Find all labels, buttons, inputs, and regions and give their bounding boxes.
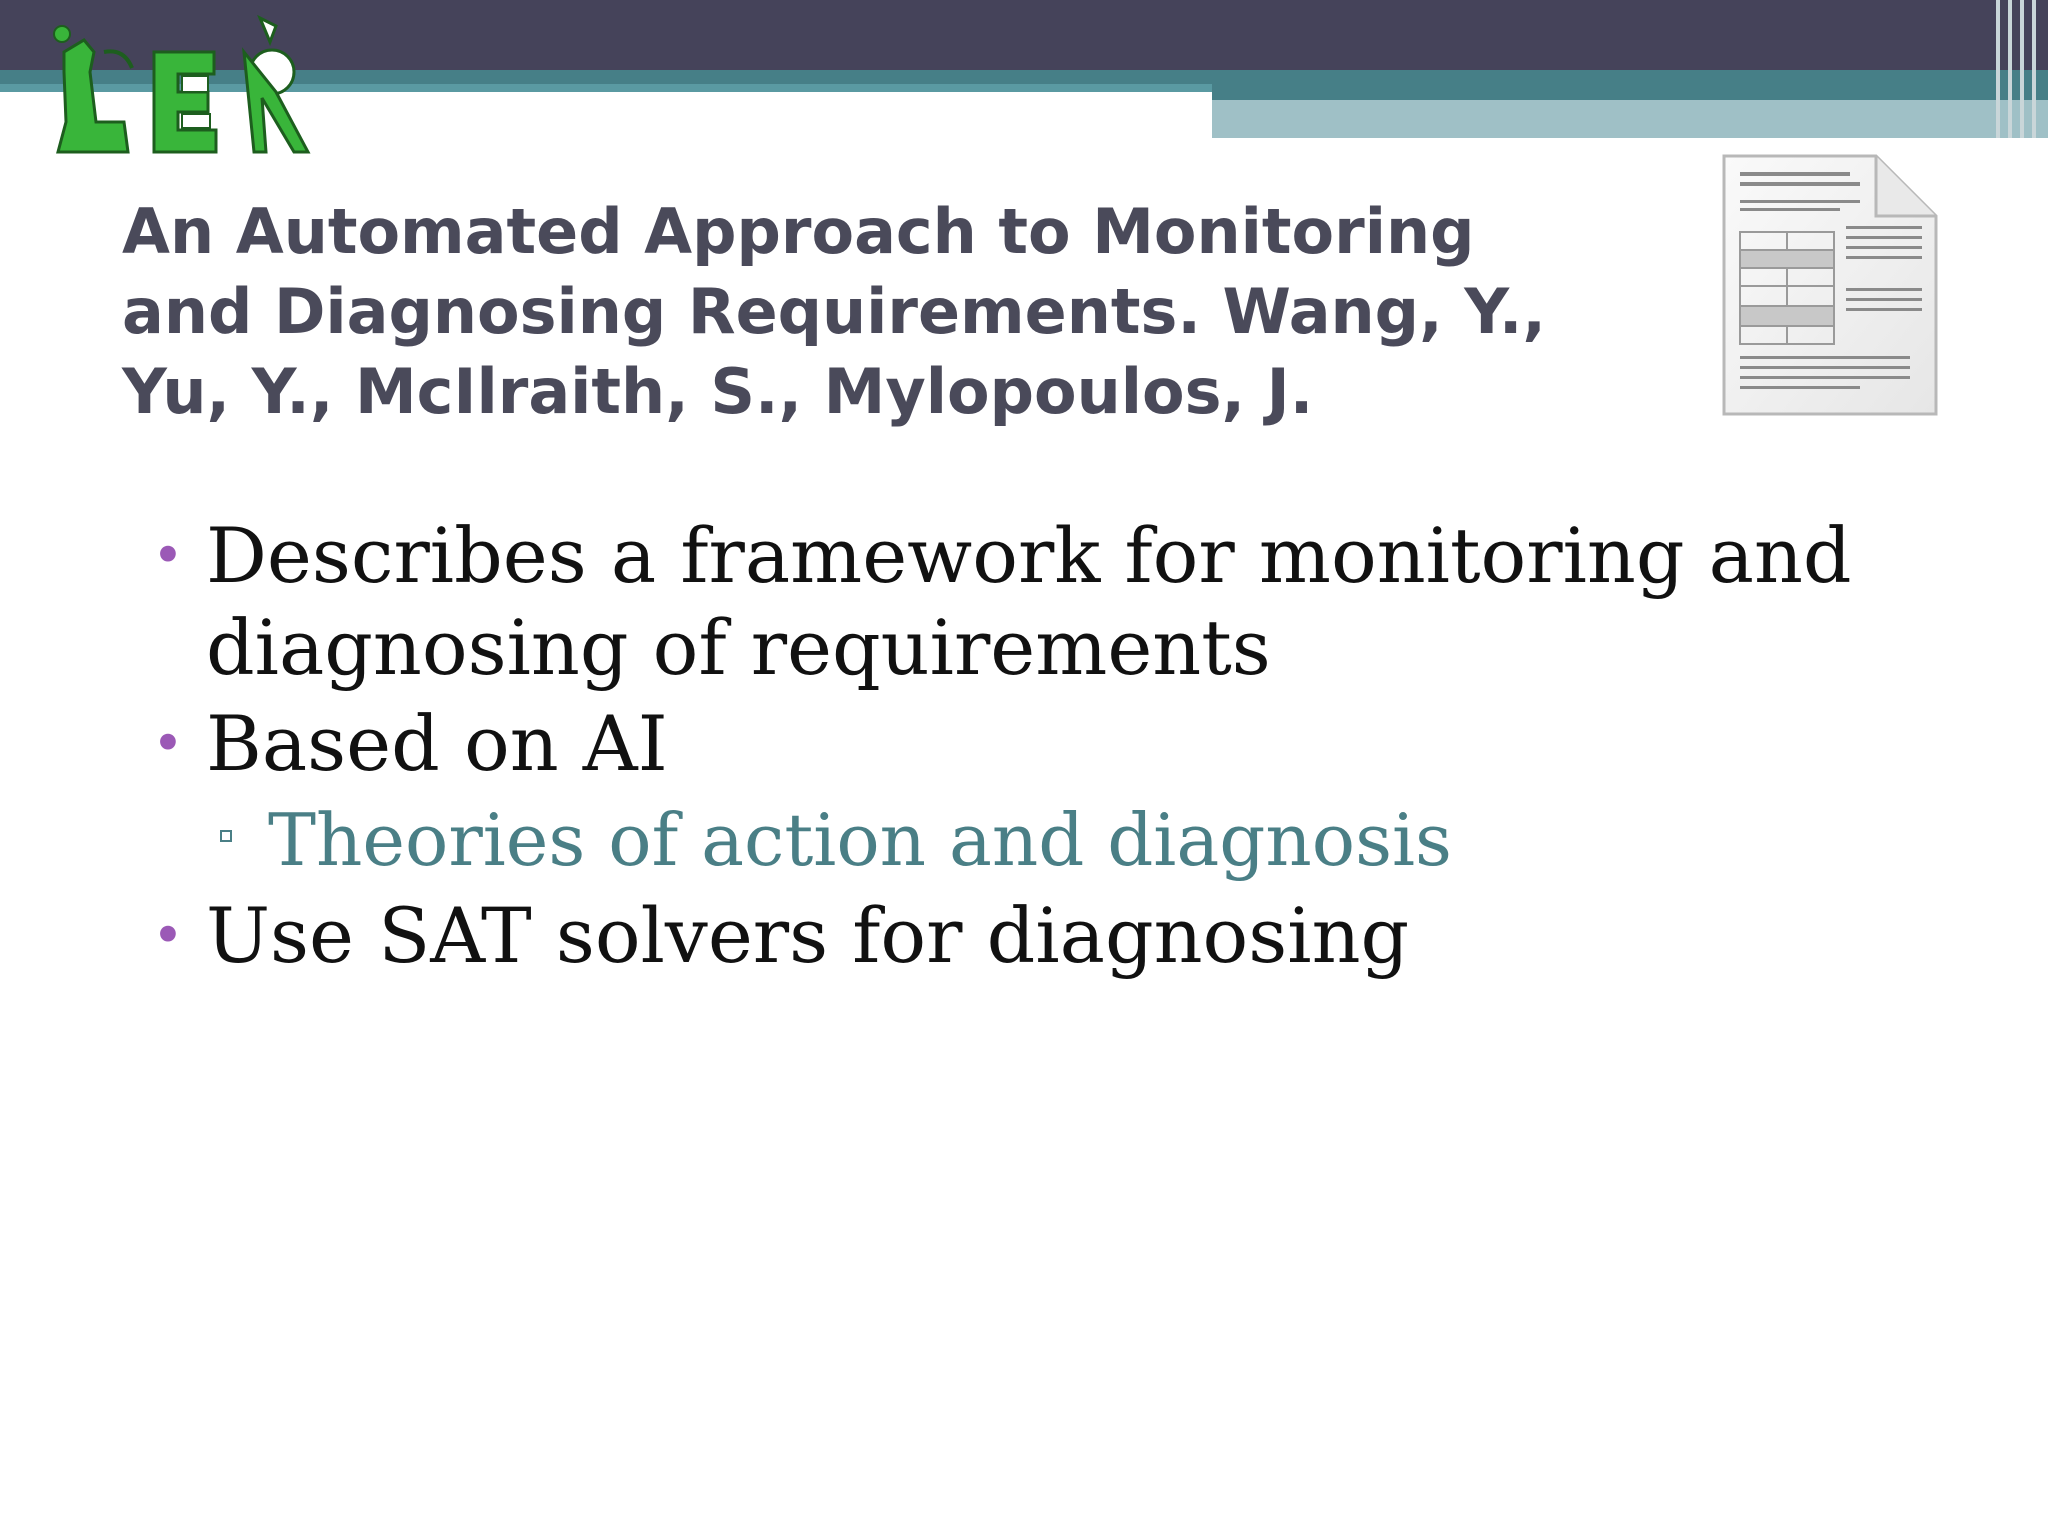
header-band-light (1212, 100, 2048, 138)
bullet-dot-icon: • (152, 904, 184, 967)
bullet-item (140, 698, 1940, 790)
header-stripes (1988, 0, 2048, 138)
square-bullet-icon (220, 830, 232, 842)
bullet-dot-icon: • (152, 712, 184, 775)
sub-bullet-item (140, 794, 1940, 886)
bullet-list (140, 510, 1940, 986)
bullet-text: Use SAT solvers for diagnosing (206, 891, 1410, 980)
bullet-text: Describes a framework for monitoring and diagnosing of requirements (206, 511, 1852, 692)
bullet-item (140, 510, 1940, 694)
bullet-text: Based on AI (206, 699, 668, 788)
sub-bullet-text: Theories of action and diagnosis (268, 798, 1452, 882)
logo (44, 12, 324, 162)
document-icon (1716, 150, 1944, 422)
slide-title: An Automated Approach to Monitoring and Diagnosing Requirements. Wang, Y., Yu, Y., McIlraith, S., Mylopoulos, J. (122, 195, 1546, 428)
bullet-item (140, 890, 1940, 982)
bullet-dot-icon: • (152, 524, 184, 587)
